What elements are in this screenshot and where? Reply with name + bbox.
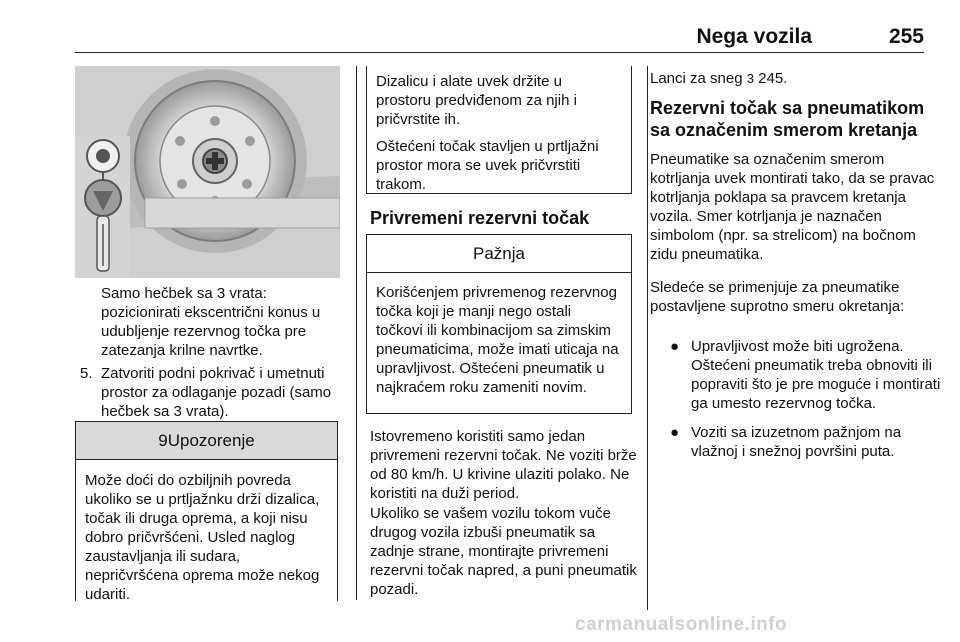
warning-triangle-icon: 9 bbox=[158, 431, 168, 450]
header-divider bbox=[75, 52, 924, 53]
column-divider-1 bbox=[356, 66, 357, 600]
directional-tyre-paragraph-2: Sledeće se primenjuje za pneumatike postavljene suprotno smeru okretanja: bbox=[650, 279, 905, 315]
warning-box bbox=[75, 421, 338, 601]
directional-tyre-paragraph-1: Pneumatike sa označenim smerom kotrljanja uvek montirati tako, da se pravac kotrljanja poklapa sa pravcem kretanja vozila. Smer kotrljanja je naznačen simbolom (npr. sa strelicom) na bočnom zidu pneumatika. bbox=[650, 151, 935, 263]
page-reference-arrow-icon: 3 bbox=[746, 71, 754, 86]
cross-reference-text: Lanci za sneg bbox=[650, 70, 743, 87]
storage-notice-text-1: Dizalicu i alate uvek držite u prostoru predviđenom za njih i pričvrstite ih. bbox=[376, 73, 577, 128]
warning-text: Može doći do ozbiljnih povreda ukoliko se u prtljažnku drži dizalica, točak ili druga oprema, a koji nisu dobro pričvršćeni. Usled naglog zaustavljanja ili sudara, nepričvršćena oprema može nekog udariti. bbox=[85, 472, 320, 603]
directional-tyre-bullets bbox=[650, 337, 942, 469]
watermark: carmanualsonline.info bbox=[575, 614, 788, 635]
directional-tyre-heading: Rezervni točak sa pneumatikom sa označenim smerom kretanja bbox=[650, 98, 925, 140]
step-5-text: Zatvoriti podni pokrivač i umetnuti prostor za odlaganje pozadi (samo hečbek sa 3 vrata). bbox=[101, 365, 332, 420]
spare-wheel-figure bbox=[75, 66, 340, 278]
step-5-number: 5. bbox=[80, 365, 93, 382]
temporary-spare-heading: Privremeni rezervni točak bbox=[370, 208, 590, 228]
storage-notice-text-2: Oštećeni točak stavljen u prtljažni prostor mora se uvek pričvrstiti trakom. bbox=[376, 138, 599, 193]
cross-reference bbox=[650, 69, 940, 88]
storage-notice-box bbox=[366, 66, 632, 194]
caution-text: Korišćenjem privremenog rezervnog točka koji je manji nego ostali točkovi ili kombinacijom sa zimskim pneumaticima, može imati uticaja na upravljivost. Oštećeni pneumatik u najkraćem roku zameniti novim. bbox=[376, 284, 619, 396]
section-title: Nega vozila bbox=[696, 25, 812, 48]
bullet-icon: ● bbox=[670, 338, 680, 355]
caution-header: Pažnja bbox=[367, 235, 631, 273]
list-item-text: Upravljivost može biti ugrožena. Oštećeni pneumatik treba obnoviti ili popraviti što je pre moguće i montirati ga umesto rezervnog točka. bbox=[691, 338, 941, 412]
temporary-spare-paragraph-2: Ukoliko se vašem vozilu tokom vuče drugog vozila izbuši pneumatik sa zadnje strane, montirajte privremeni rezervni točak napred, a puni pneumatik pozadi. bbox=[370, 505, 637, 598]
step-4-continuation: Samo hečbek sa 3 vrata: pozicionirati ekscentrični konus u udubljenje rezervnog točka pre zatezanja krilne navrtke. bbox=[101, 285, 321, 359]
temporary-spare-paragraph-1: Istovremeno koristiti samo jedan privremeni rezervni točak. Ne voziti brže od 80 km/h. U krivine ulaziti polako. Ne koristiti na duži period. bbox=[370, 428, 637, 502]
cross-reference-page[interactable]: 245. bbox=[758, 70, 788, 87]
list-item bbox=[650, 423, 942, 461]
warning-title: Upozorenje bbox=[167, 431, 255, 450]
list-item-text: Voziti sa izuzetnom pažnjom na vlažnoj i snežnoj površini puta. bbox=[691, 424, 902, 460]
page-number: 255 bbox=[888, 25, 924, 48]
column-divider-2 bbox=[647, 66, 648, 610]
caution-box bbox=[366, 234, 632, 414]
spare-wheel-icon bbox=[75, 66, 340, 278]
list-item bbox=[650, 337, 942, 413]
warning-header bbox=[76, 422, 337, 460]
bullet-icon: ● bbox=[670, 424, 680, 441]
